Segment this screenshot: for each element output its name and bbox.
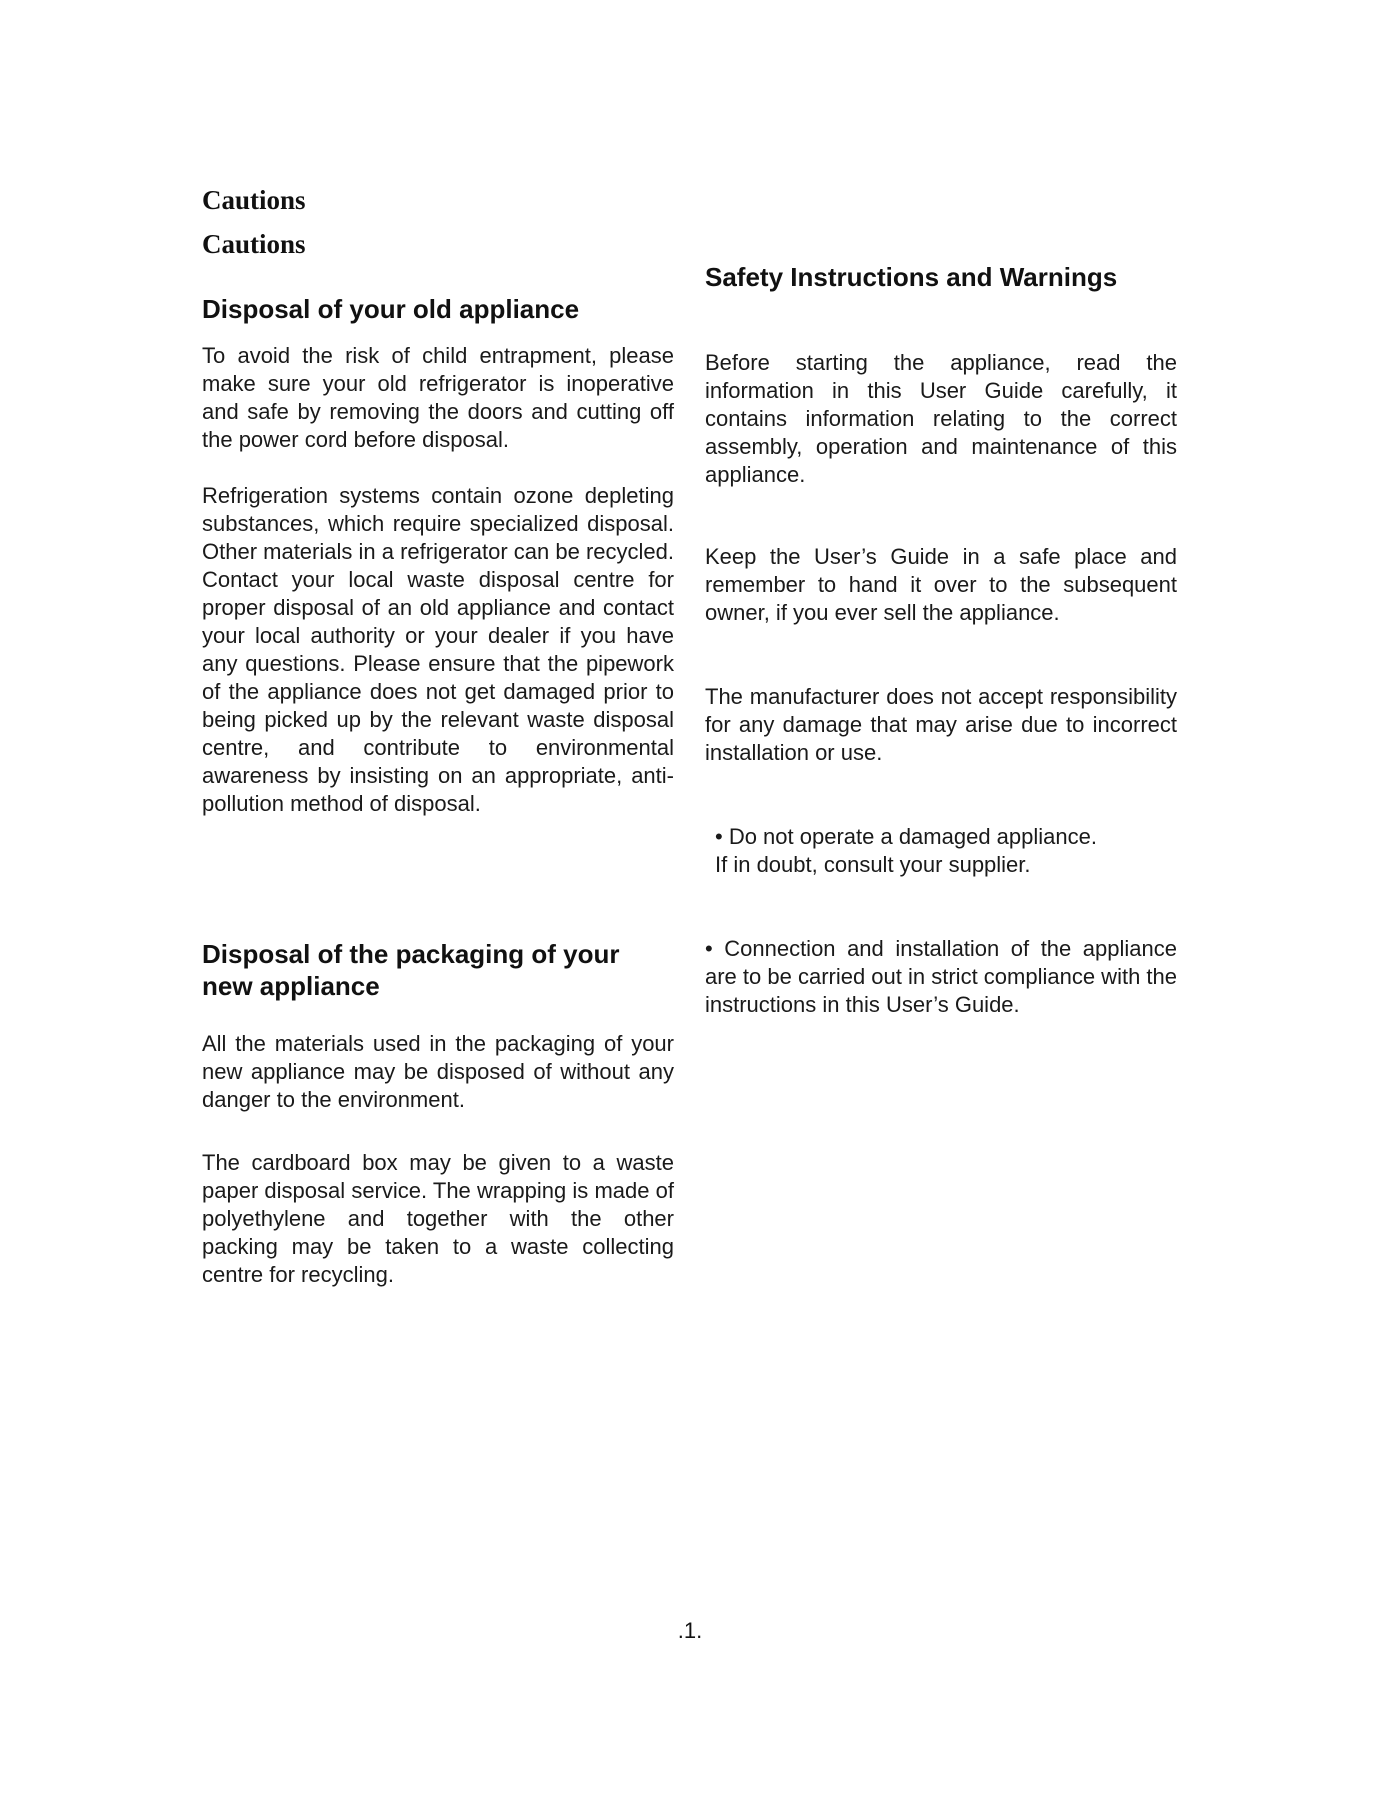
safety-paragraph-1: Before starting the appliance, read the information in this User Guide carefully, it contains information relating to the correct assembly, operation and maintenance of this appliance. bbox=[705, 350, 1177, 487]
page-title-repeat: Cautions bbox=[202, 229, 306, 259]
safety-paragraph-2-block bbox=[705, 543, 1177, 627]
old-appliance-heading: Disposal of your old appliance bbox=[202, 294, 580, 324]
safety-paragraph-3: The manufacturer does not accept responsibility for any damage that may arise due to incorrect installation or use. bbox=[705, 684, 1177, 765]
page-title: Cautions bbox=[202, 185, 306, 215]
safety-paragraph-2: Keep the User’s Guide in a safe place and remember to hand it over to the subsequent owner, if you ever sell the appliance. bbox=[705, 544, 1177, 625]
packaging-paragraph-2: The cardboard box may be given to a waste paper disposal service. The wrapping is made of polyethylene and together with the other packing may be taken to a waste collecting centre for recycling. bbox=[202, 1150, 674, 1287]
bullet-installation-block bbox=[705, 935, 1177, 1019]
bullet-damaged-appliance-line-1: • Do not operate a damaged appliance. bbox=[715, 824, 1097, 849]
bullet-damaged-appliance-line-2: If in doubt, consult your supplier. bbox=[715, 852, 1031, 877]
safety-heading: Safety Instructions and Warnings bbox=[705, 262, 1118, 292]
old-appliance-paragraph-1-block bbox=[202, 342, 674, 454]
packaging-paragraph-2-block bbox=[202, 1149, 674, 1289]
packaging-heading: Disposal of the packaging of your new appliance bbox=[202, 939, 620, 1001]
old-appliance-paragraph-2: Refrigeration systems contain ozone depleting substances, which require specialized disposal. Other materials in a refrigerator can be recycled. Contact your local waste disposal centre for proper disposal of an old appliance and contact your local authority or your dealer if you have any questions. Please ensure that the pipework of the appliance does not get damaged prior to being picked up by the relevant waste disposal centre, and contribute to environmental awareness by insisting on an appropriate, anti-pollution method of disposal. bbox=[202, 483, 674, 816]
old-appliance-section bbox=[202, 293, 674, 325]
packaging-section bbox=[202, 938, 642, 1002]
page-number: .1. bbox=[677, 1618, 703, 1643]
packaging-paragraph-1: All the materials used in the packaging of your new appliance may be disposed of without any danger to the environment. bbox=[202, 1031, 674, 1112]
old-appliance-paragraph-2-block bbox=[202, 482, 674, 818]
bullet-damaged-appliance bbox=[715, 823, 1187, 879]
packaging-paragraph-1-block bbox=[202, 1030, 674, 1114]
old-appliance-paragraph-1: To avoid the risk of child entrapment, please make sure your old refrigerator is inoperative and safe by removing the doors and cutting off the power cord before disposal. bbox=[202, 343, 674, 452]
bullet-installation: • Connection and installation of the appliance are to be carried out in strict compliance with the instructions in this User’s Guide. bbox=[705, 936, 1178, 1017]
safety-paragraph-3-block bbox=[705, 683, 1177, 767]
safety-paragraph-1-block bbox=[705, 349, 1177, 489]
safety-section bbox=[705, 261, 1177, 293]
